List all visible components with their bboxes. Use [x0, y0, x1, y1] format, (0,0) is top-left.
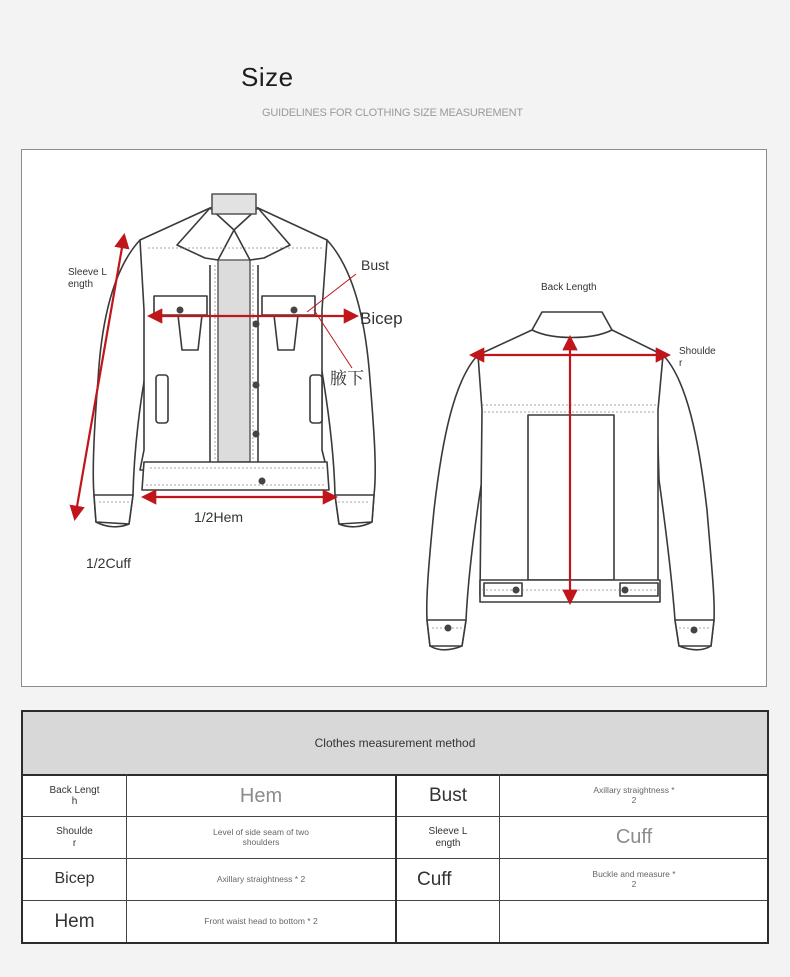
- table-row-4-col-2: Front waist head to bottom * 2: [204, 915, 318, 926]
- bust-label: Bust: [361, 257, 390, 273]
- table-row-4-col-4: [500, 901, 768, 942]
- table-row-4-col-1: Hem: [54, 910, 95, 932]
- measurement-diagram: [21, 149, 767, 687]
- table-row-2-col-1: Shoulde r: [56, 826, 93, 849]
- bicep-label: Bicep: [360, 309, 403, 328]
- half-cuff-label: 1/2Cuff: [86, 555, 131, 571]
- table-row-2-col-3: Sleeve L ength: [428, 826, 468, 849]
- table-header: Clothes measurement method: [23, 712, 767, 776]
- table-row-3-col-2: Axillary straightness * 2: [216, 873, 306, 884]
- jacket-illustration: [22, 150, 768, 688]
- table-row-1-col-4: Axillary straightness * 2: [593, 785, 675, 805]
- back-length-label: Back Length: [541, 282, 597, 293]
- measurement-table: [21, 710, 769, 944]
- table-row-3-col-4: Buckle and measure * 2: [592, 868, 676, 889]
- armpit-label: 腋下: [330, 369, 364, 388]
- table-row-4-col-3: [397, 901, 499, 942]
- table-row-3-col-3: Cuff: [417, 868, 452, 890]
- table-row-1-col-3: Bust: [428, 785, 468, 807]
- half-hem-label: 1/2Hem: [194, 509, 244, 525]
- table-row-3-col-1: Bicep: [54, 870, 95, 888]
- shoulder-label-2: r: [679, 358, 683, 369]
- sleeve-length-label-2: ength: [68, 279, 94, 290]
- page-subtitle: GUIDELINES FOR CLOTHING SIZE MEASUREMENT: [262, 107, 523, 119]
- sleeve-length-label-1: Sleeve L: [68, 267, 107, 278]
- table-row-2-col-4: Cuff: [615, 826, 653, 848]
- table-row-1-col-2: Hem: [239, 784, 283, 807]
- shoulder-label-1: Shoulde: [679, 346, 716, 357]
- table-row-2-col-2: Level of side seam of two shoulders: [213, 826, 309, 847]
- page-title: Size: [241, 62, 294, 92]
- table-row-1-col-1: Back Lengt h: [49, 784, 100, 807]
- front-jacket: [93, 194, 375, 527]
